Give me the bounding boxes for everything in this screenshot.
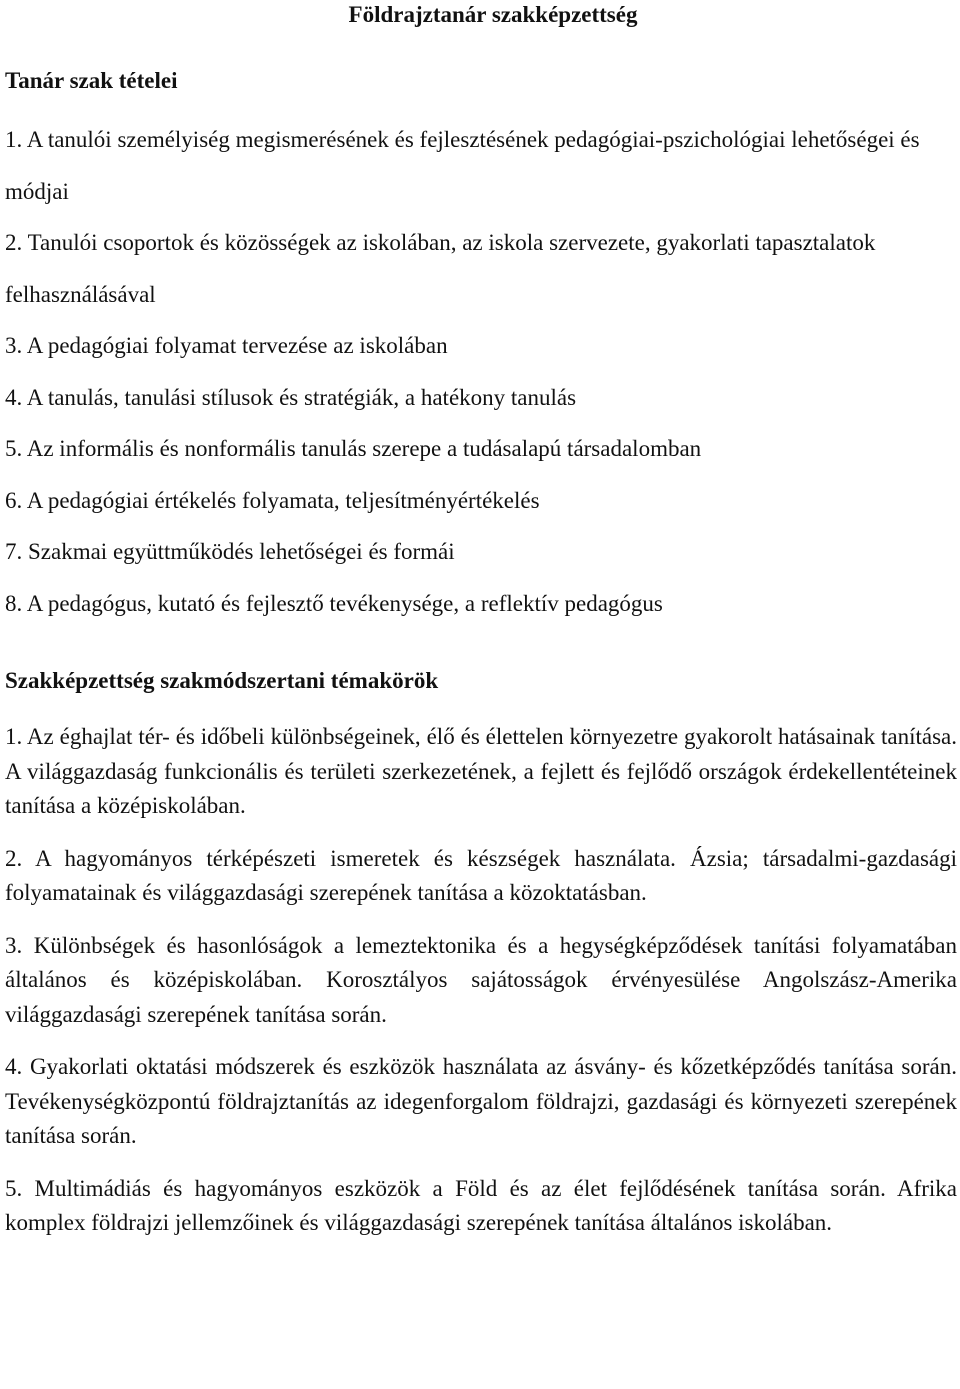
list-item: 5. Multimádiás és hagyományos eszközök a Föld és az élet fejlődésének tanítása során. Afrika komplex földrajzi jellemzőinek és világgazdasági szerepének tanítása általános iskolában. [5,1175,957,1235]
list-item: 6. A pedagógiai értékelés folyamata, teljesítményértékelés [5,487,540,513]
list-item: 3. Különbségek és hasonlóságok a lemeztektonika és a hegységképződések tanítási folyamatában általános és középiskolában. Korosztályos sajátosságok érvényesülése Angolszász-Amerika világgazdasági szerepének tanítása során. [5,932,957,1027]
list-item: 8. A pedagógus, kutató és fejlesztő tevékenysége, a reflektív pedagógus [5,590,663,616]
section-heading-szakmodszertani-temakorok: Szakképzettség szakmódszertani témakörök [5,668,439,693]
document-title: Földrajztanár szakképzettség [348,2,638,27]
tanar-szak-tetelei-list [5,114,957,629]
list-item: 5. Az informális és nonformális tanulás szerepe a tudásalapú társadalomban [5,436,702,461]
list-item: 7. Szakmai együttműködés lehetőségei és formái [5,539,455,564]
list-item: 2. A hagyományos térképészeti ismeretek és készségek használata. Ázsia; társadalmi-gazdasági folyamatainak és világgazdasági szerepének tanítása a közoktatásban. [5,845,957,905]
list-item: 4. Gyakorlati oktatási módszerek és eszközök használata az ásvány- és kőzetképződés tanítása során. Tevékenységközpontú földrajztanítás az idegenforgalom földrajzi, gazdasági és környezeti szerepének tanítása során. [5,1054,957,1148]
section-heading-tanar-szak-tetelei: Tanár szak tételei [5,68,178,93]
list-item: 1. A tanulói személyiség megismerésének és fejlesztésének pedagógiai-pszichológiai lehetőségei és módjai [5,127,920,204]
list-item: 2. Tanulói csoportok és közösségek az iskolában, az iskola szervezete, gyakorlati tapasztalatok felhasználásával [5,230,876,307]
document-page [5,0,957,1259]
list-item: 1. Az éghajlat tér- és időbeli különbségeinek, élő és élettelen környezetre gyakorolt hatásainak tanítása. A világgazdaság funkcionális és területi szerkezetének, a fejlett és fejlődő országok érdekellentéteinek tanítása a középiskolában. [5,724,957,818]
list-item: 4. A tanulás, tanulási stílusok és stratégiák, a hatékony tanulás [5,384,577,410]
szakmodszertani-temakorok-list [5,720,957,1241]
list-item: 3. A pedagógiai folyamat tervezése az iskolában [5,333,448,358]
